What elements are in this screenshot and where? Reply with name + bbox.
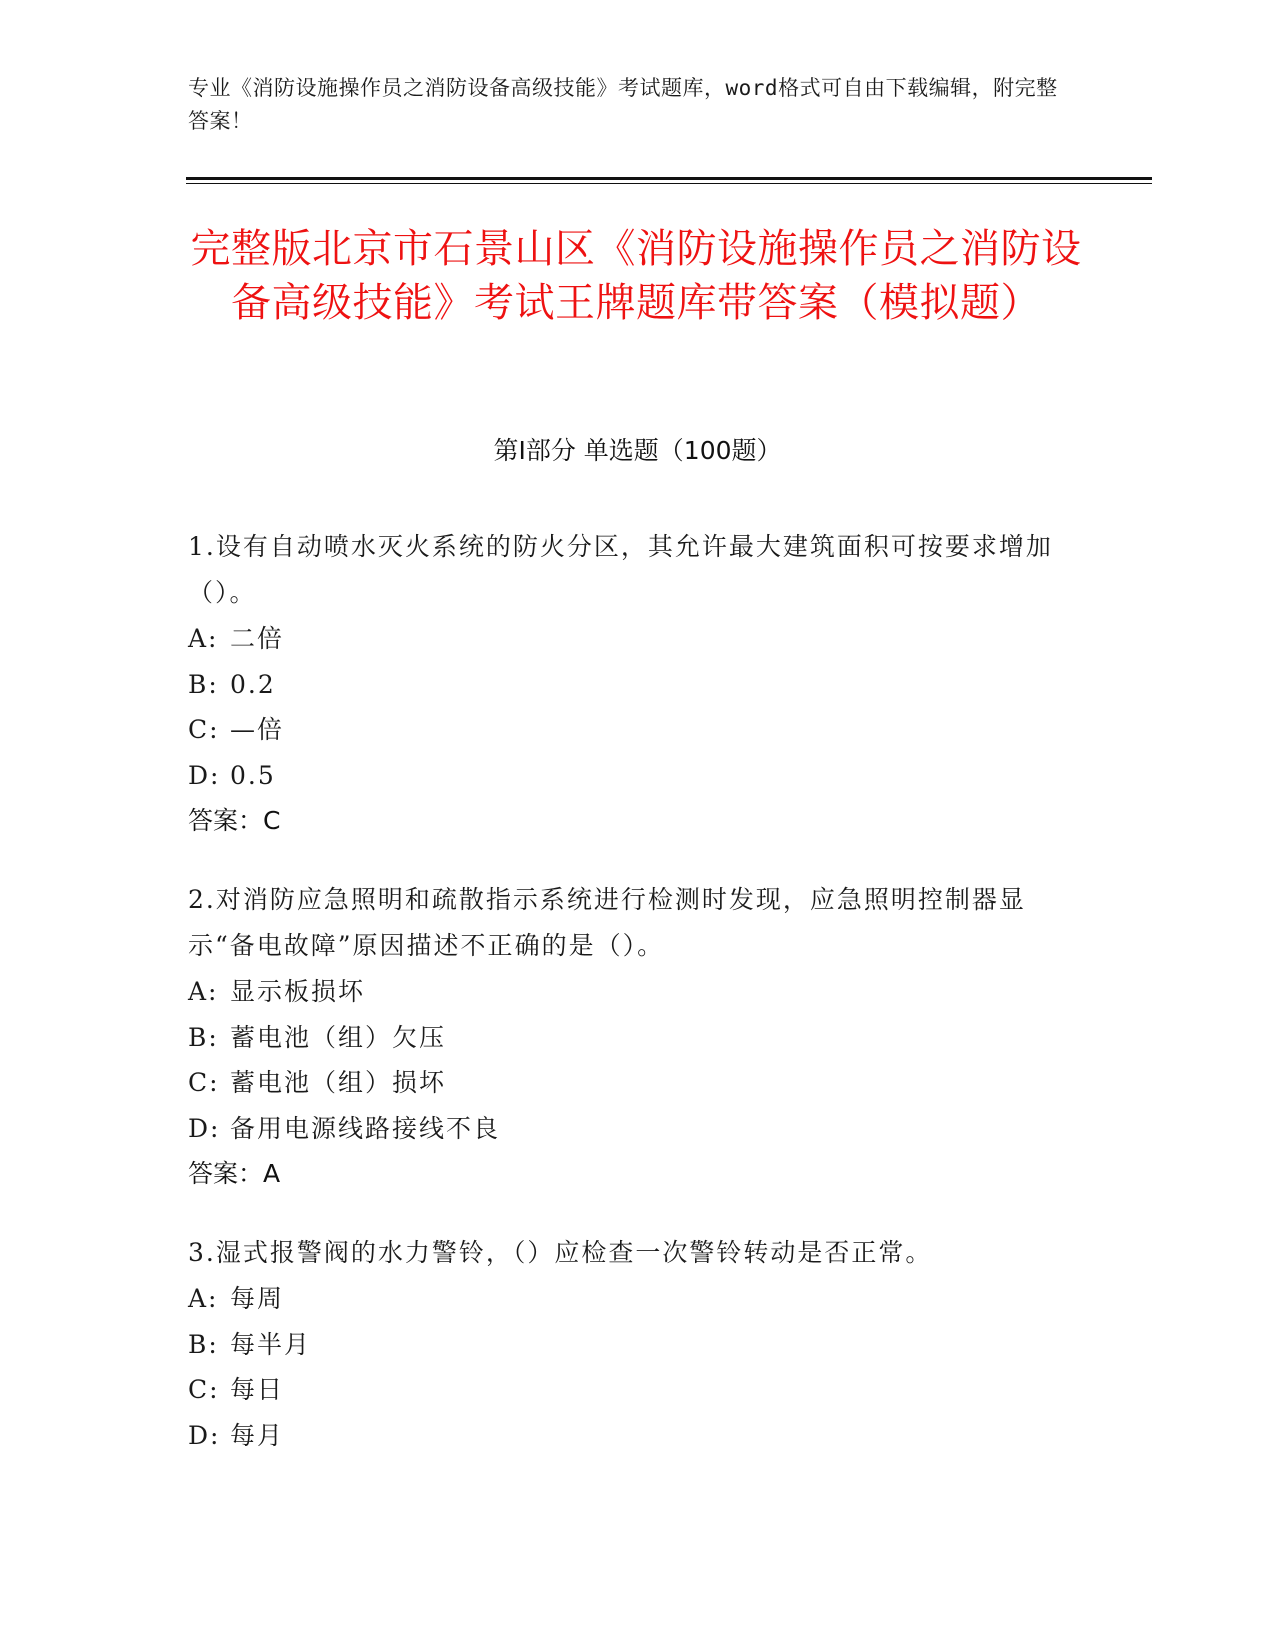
option-text: 每半月	[230, 1329, 312, 1359]
question-stem: 2.对消防应急照明和疏散指示系统进行检测时发现，应急照明控制器显示“备电故障”原因描述不正确的是（）。	[188, 885, 1026, 960]
question-list	[188, 524, 1068, 1492]
option-text: 备用电源线路接线不良	[230, 1113, 501, 1143]
option-text: 0.5	[230, 760, 276, 790]
option-text: 蓄电池（组）欠压	[230, 1022, 447, 1052]
option-key: C:	[188, 715, 220, 744]
answer-line: 答案：C	[188, 806, 281, 835]
option-key: C:	[188, 1068, 220, 1097]
question-stem: 3.湿式报警阀的水力警铃，（）应检查一次警铃转动是否正常。	[188, 1238, 933, 1267]
option-c	[188, 1367, 1068, 1413]
option-text: 蓄电池（组）损坏	[230, 1068, 447, 1097]
option-key: A:	[188, 624, 219, 653]
option-text: 二倍	[230, 624, 285, 653]
option-b	[188, 1015, 1068, 1061]
option-key: B:	[188, 669, 219, 699]
section-title: 第Ⅰ部分 单选题（100题）	[493, 436, 782, 465]
header-note: 专业《消防设施操作员之消防设备高级技能》考试题库，word格式可自由下载编辑，附完整答案！	[188, 76, 1058, 133]
option-text: 每月	[230, 1420, 285, 1450]
option-key: A:	[188, 1284, 219, 1313]
question-1	[188, 524, 1068, 843]
option-key: B:	[188, 1022, 219, 1052]
document-title: 完整版北京市石景山区《消防设施操作员之消防设备高级技能》考试王牌题库带答案（模拟题）	[190, 226, 1082, 326]
option-key: A:	[188, 977, 219, 1006]
option-a	[188, 1276, 1068, 1322]
option-text: 0.2	[230, 669, 276, 699]
option-d	[188, 1413, 1068, 1459]
option-key: B:	[188, 1329, 219, 1359]
option-c	[188, 1060, 1068, 1106]
option-c	[188, 707, 1068, 753]
option-a	[188, 969, 1068, 1015]
option-text: —倍	[230, 715, 285, 744]
option-text: 每周	[230, 1284, 285, 1313]
option-key: D:	[188, 1113, 221, 1143]
option-d	[188, 753, 1068, 799]
option-b	[188, 662, 1068, 708]
option-key: C:	[188, 1375, 220, 1404]
option-a	[188, 616, 1068, 662]
option-b	[188, 1322, 1068, 1368]
answer-line: 答案：A	[188, 1159, 281, 1188]
question-stem: 1.设有自动喷水灭火系统的防火分区，其允许最大建筑面积可按要求增加（）。	[188, 532, 1053, 607]
option-text: 每日	[230, 1375, 285, 1404]
option-d	[188, 1106, 1068, 1152]
option-key: D:	[188, 760, 221, 790]
question-2	[188, 877, 1068, 1196]
header-divider	[186, 177, 1152, 184]
option-text: 显示板损坏	[230, 977, 366, 1006]
question-3	[188, 1230, 1068, 1458]
option-key: D:	[188, 1420, 221, 1450]
